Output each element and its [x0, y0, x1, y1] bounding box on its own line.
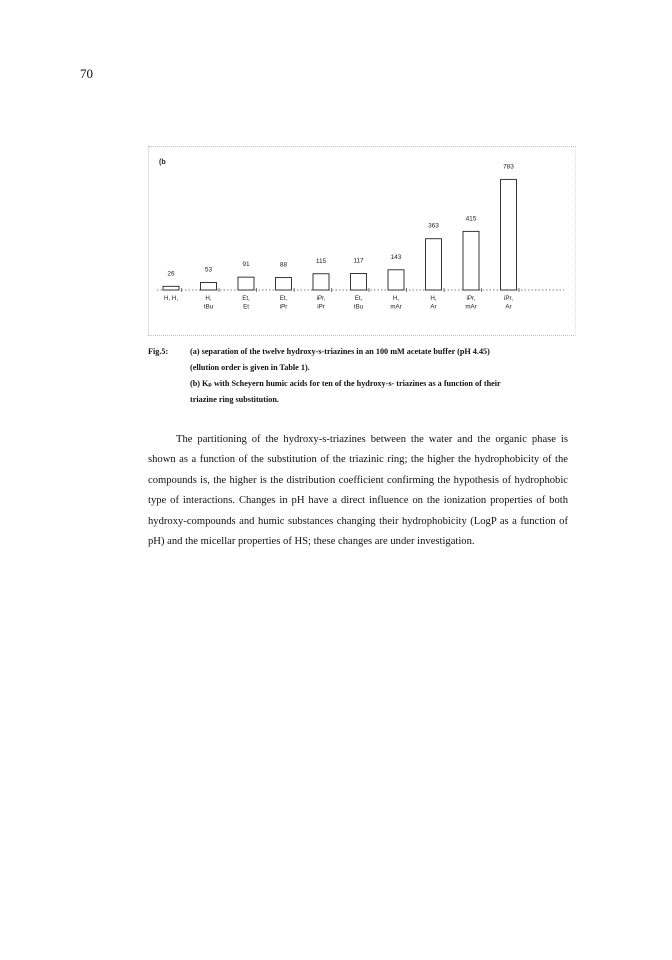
data-label: 115 [315, 257, 327, 265]
category-label: H, [392, 295, 400, 302]
body-paragraph: The partitioning of the hydroxy-s-triazines between the water and the organic phase is shown as a function of the substitution of the triazinic ring; the higher the hydrophobicity of the compounds is, the higher is the distribution coefficient confirming the hypothesis of hydrophobic type of interactions. Changes in pH have a direct influence on the ionization properties of both hydroxy-compounds and humic substances changing their hydrophobicity (LogP as a function of pH) and the micellar properties of HS; these changes are under investigation. [148, 434, 568, 548]
category-label: iPr [279, 303, 288, 311]
data-label: 117 [353, 257, 364, 265]
category-label: Et [243, 303, 249, 311]
category-label: iPr, [316, 295, 326, 302]
category-label: tBu [353, 303, 364, 311]
category-label: Et, [279, 295, 288, 302]
data-label: 415 [465, 215, 477, 223]
bar [276, 278, 292, 290]
category-label: iPr, [466, 295, 476, 302]
bar-chart [149, 147, 575, 335]
data-label: 363 [428, 222, 439, 230]
caption-lines [190, 344, 590, 408]
bar [463, 231, 479, 290]
panel-label: (b [159, 159, 166, 166]
page-number: 70 [80, 66, 93, 81]
caption-line: (a) separation of the twelve hydroxy-s-triazines in an 100 mM acetate buffer (pH 4.45) [190, 347, 490, 356]
category-label: Ar [505, 303, 512, 311]
category-label: Et, [242, 295, 250, 302]
category-label: H, [205, 295, 212, 302]
caption-line: (b) Kₚ with Scheyern humic acids for ten of the hydroxy-s- triazines as a function of their [190, 379, 501, 388]
bar [201, 283, 217, 290]
bar [163, 286, 179, 290]
category-label: Et, [354, 295, 363, 302]
data-label: 143 [390, 253, 402, 261]
category-label: iPr [317, 303, 325, 311]
bar [426, 239, 442, 290]
bar [388, 270, 404, 290]
category-label: mAr [465, 303, 477, 311]
category-label: mAr [390, 303, 402, 311]
figure-label: Fig.5: [148, 347, 169, 356]
bar [313, 274, 329, 290]
data-label: 91 [242, 261, 250, 269]
caption-line: triazine ring substitution. [190, 395, 279, 404]
bar [238, 277, 254, 290]
data-label: 88 [279, 261, 288, 269]
category-label: H, [430, 295, 437, 302]
data-label: 26 [167, 270, 175, 278]
caption-line: (ellution order is given in Table 1). [190, 363, 310, 372]
category-label: iPr, [504, 295, 513, 302]
bar [501, 179, 517, 290]
bar [351, 273, 367, 290]
category-label: H, H, [163, 295, 179, 302]
category-label: tBu [203, 303, 214, 311]
category-label: Ar [430, 303, 437, 311]
figure-panel-b [148, 146, 576, 336]
data-label: 783 [503, 163, 514, 171]
data-label: 53 [204, 266, 213, 274]
